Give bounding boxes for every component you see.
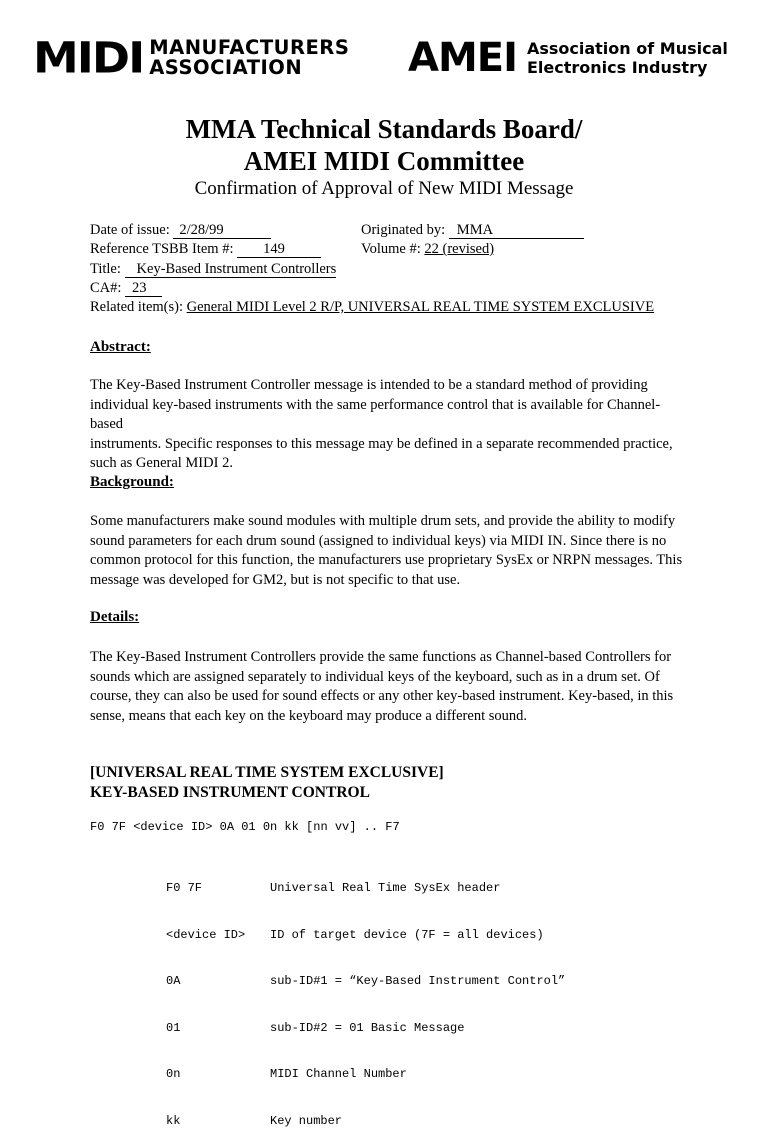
sysex-desc: MIDI Channel Number: [270, 1067, 407, 1081]
volume-label: Volume #:: [361, 241, 421, 257]
amei-logo: [408, 35, 728, 81]
page-title-line1: MMA Technical Standards Board/: [185, 114, 583, 144]
sysex-format-line: F0 7F <device ID> 0A 01 0n kk [nn vv] .. F7: [90, 820, 400, 834]
sysex-desc: sub-ID#1 = “Key-Based Instrument Control”: [270, 974, 566, 988]
table-row: [166, 1114, 565, 1130]
abstract-line: such as General MIDI 2.: [90, 455, 233, 471]
sysex-heading-1: [UNIVERSAL REAL TIME SYSTEM EXCLUSIVE]: [90, 764, 444, 781]
ca-label: CA#:: [90, 280, 122, 296]
ref-label: Reference TSBB Item #:: [90, 241, 234, 257]
background-paragraph: [90, 512, 690, 590]
ca-value: 23: [125, 280, 162, 297]
details-line: sense, means that each key on the keyboard may produce a different sound.: [90, 707, 527, 724]
ref-value: 149: [237, 241, 321, 258]
amei-logo-line1: Association of Musical: [526, 39, 728, 58]
date-value: 2/28/99: [173, 222, 271, 239]
related-label: Related item(s):: [90, 299, 184, 315]
sysex-code: kk: [166, 1113, 181, 1128]
title-value: Key-Based Instrument Controllers: [125, 261, 337, 278]
table-row: [166, 974, 565, 990]
background-line: Some manufacturers make sound modules with multiple drum sets, and provide the ability to modify: [90, 513, 676, 529]
sysex-desc: Key number: [270, 1113, 343, 1128]
ca-number: [90, 279, 162, 298]
mma-logo-line1: MANUFACTURERS: [149, 36, 350, 59]
document-title-field: [90, 260, 336, 279]
background-line: common protocol for this function, the manufacturers use proprietary SysEx or NRPN messages. This: [90, 552, 683, 568]
sysex-code: 0n: [166, 1067, 181, 1081]
background-line: message was developed for GM2, but is not specific to that use.: [90, 571, 461, 588]
originated-by: [361, 221, 584, 240]
sysex-code: 0A: [166, 974, 181, 988]
sysex-desc: ID of target device (7F = all devices): [270, 927, 544, 942]
amei-logo-line2: Electronics Industry: [526, 58, 708, 77]
related-value: General MIDI Level 2 R/P, UNIVERSAL REAL TIME SYSTEM EXCLUSIVE: [186, 299, 655, 315]
sysex-desc: Universal Real Time SysEx header: [270, 881, 501, 895]
sysex-code: 01: [166, 1020, 181, 1035]
sysex-field-table: [166, 850, 565, 1145]
table-row: [166, 881, 565, 897]
sysex-heading-2: KEY-BASED INSTRUMENT CONTROL: [90, 784, 370, 801]
details-line: course, they can also be used for sound effects or any other key-based instrument. Key-based, in this: [90, 688, 674, 704]
background-heading: Background:: [90, 474, 174, 490]
date-label: Date of issue:: [90, 222, 170, 238]
midi-manufacturers-association-logo: [33, 33, 350, 83]
abstract-line: The Key-Based Instrument Controller message is intended to be a standard method of providing: [90, 377, 648, 393]
abstract-line: instruments. Specific responses to this message may be defined in a separate recommended practice,: [90, 435, 673, 452]
background-line: sound parameters for each drum sound (assigned to individual keys) via MIDI IN. Since there is no: [90, 532, 667, 549]
details-line: sounds which are assigned separately to individual keys of the keyboard, such as in a drum set. Of: [90, 668, 660, 685]
date-of-issue: [90, 221, 271, 240]
details-heading: Details:: [90, 609, 140, 625]
abstract-line: individual key-based instruments with the same performance control that is available for Channel-based: [90, 396, 661, 432]
abstract-paragraph: [90, 376, 690, 474]
abstract-heading: Abstract:: [90, 339, 151, 355]
mma-logo-text: [149, 38, 349, 78]
details-paragraph: [90, 648, 690, 726]
reference-tsbb-item: [90, 240, 321, 259]
originated-label: Originated by:: [361, 222, 446, 238]
related-items: [90, 298, 654, 317]
details-line: The Key-Based Instrument Controllers provide the same functions as Channel-based Controllers for: [90, 649, 672, 665]
sysex-code: F0 7F: [166, 881, 203, 895]
mma-logo-line2: ASSOCIATION: [149, 56, 303, 79]
midi-logo-word: MIDI: [33, 33, 144, 83]
table-row: [166, 1067, 565, 1083]
amei-logo-word: AMEI: [408, 35, 517, 81]
volume-value: 22 (revised): [424, 241, 495, 257]
page-subtitle: Confirmation of Approval of New MIDI Message: [194, 178, 574, 199]
title-label: Title:: [90, 261, 121, 277]
volume-number: [361, 240, 494, 259]
amei-logo-text: [527, 39, 728, 77]
sysex-code: <device ID>: [166, 927, 246, 942]
page-title-line2: AMEI MIDI Committee: [243, 146, 525, 176]
originated-value: MMA: [449, 222, 584, 239]
table-row: [166, 1021, 565, 1037]
table-row: [166, 928, 565, 944]
sysex-desc: sub-ID#2 = 01 Basic Message: [270, 1020, 465, 1035]
